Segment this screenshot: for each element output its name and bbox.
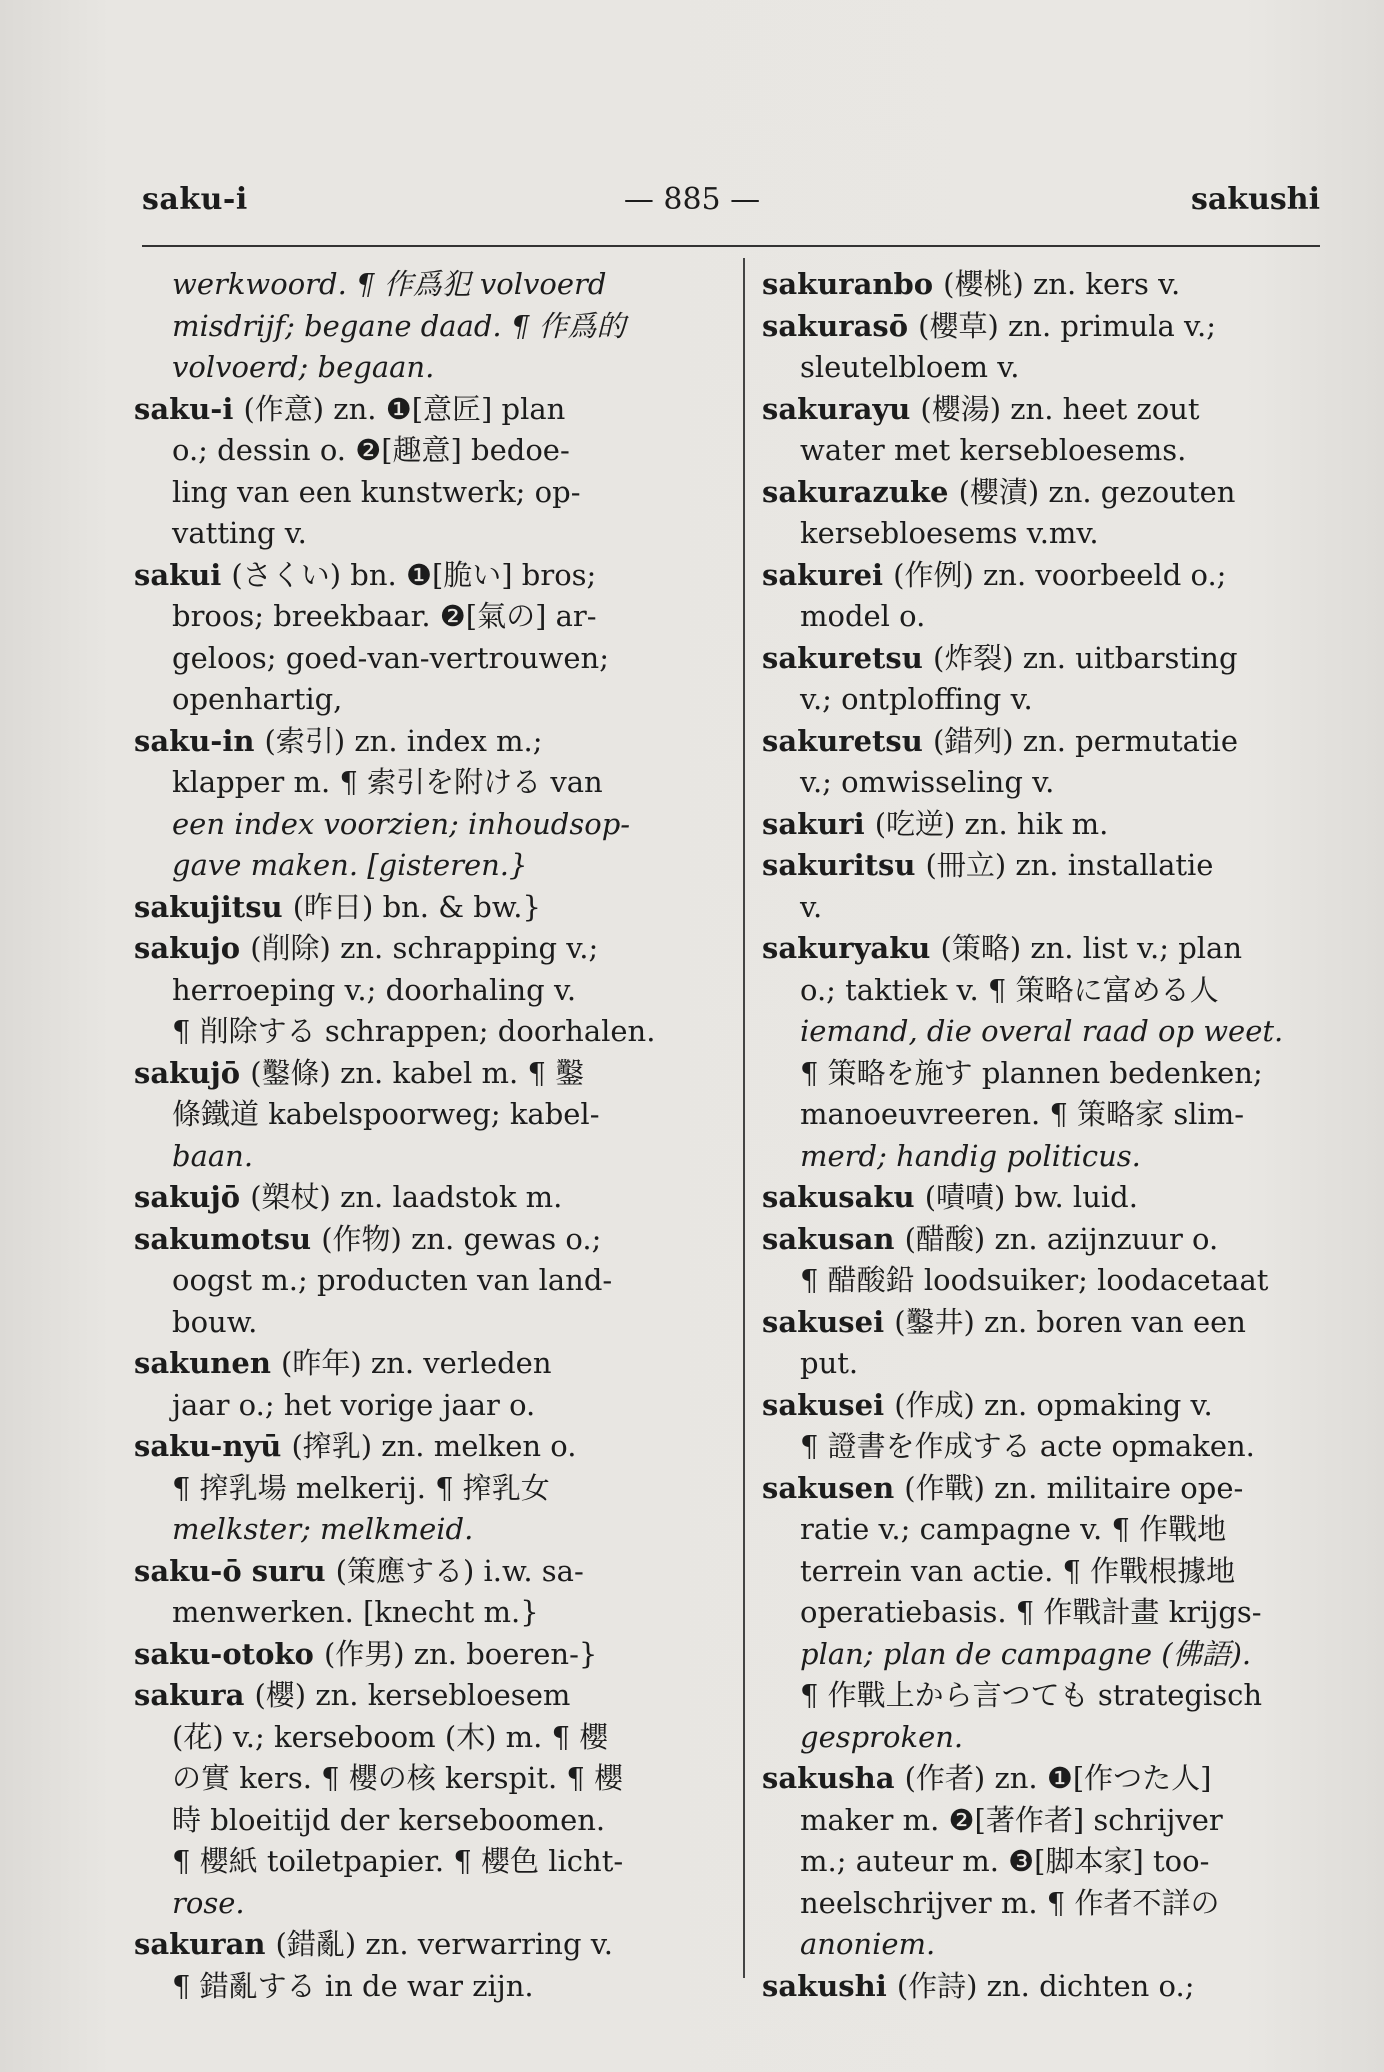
entry-line: menwerken. [knecht m.} <box>172 1595 539 1629</box>
entry-line: bouw. <box>172 1304 258 1339</box>
entry-line: plan; plan de campagne (佛語). <box>800 1636 1252 1671</box>
entry-headword-line: sakuretsu (錯列) zn. permutatie <box>762 723 1238 758</box>
entry-line: water met kersebloesems. <box>800 433 1187 467</box>
entry-line: oogst m.; producten van land- <box>172 1263 613 1297</box>
entry-line: v.; omwisseling v. <box>800 765 1055 799</box>
entry-line: neelschrijver m. ¶ 作者不詳の <box>800 1885 1220 1920</box>
entry-line: klapper m. ¶ 索引を附ける van <box>172 765 603 799</box>
entry-line: ¶ 櫻紙 toiletpapier. ¶ 櫻色 licht- <box>172 1844 624 1878</box>
entry-line: v.; ontploffing v. <box>800 682 1033 716</box>
entry-headword-line: sakusei (鑿井) zn. boren van een <box>762 1304 1246 1339</box>
entry-line: terrein van actie. ¶ 作戰根據地 <box>800 1553 1236 1588</box>
entry-headword-line: sakuryaku (策略) zn. list v.; plan <box>762 931 1242 965</box>
entry-headword-line: sakujo (削除) zn. schrapping v.; <box>134 931 599 965</box>
entry-headword-line: sakuritsu (冊立) zn. installatie <box>762 848 1214 882</box>
entry-line: openhartig, <box>172 682 343 716</box>
entry-line: model o. <box>800 599 926 633</box>
entry-line: o.; dessin o. ❷[趣意] bedoe- <box>172 433 570 467</box>
right-column <box>762 264 1334 2003</box>
entry-line: volvoerd; begaan. <box>172 350 435 384</box>
entry-line: rose. <box>172 1885 245 1920</box>
entry-headword-line: sakunen (昨年) zn. verleden <box>134 1346 552 1380</box>
entry-headword-line: saku-nyū (搾乳) zn. melken o. <box>134 1429 577 1463</box>
entry-headword-line: sakuri (吃逆) zn. hik m. <box>762 806 1109 841</box>
entry-line: ¶ 搾乳場 melkerij. ¶ 搾乳女 <box>172 1470 550 1505</box>
entry-line: 條鐵道 kabelspoorweg; kabel- <box>172 1097 600 1131</box>
entry-headword-line: sakusha (作者) zn. ❶[作つた人] <box>762 1761 1212 1795</box>
entry-line: 時 bloeitijd der kerseboomen. <box>172 1802 606 1837</box>
entry-line: herroeping v.; doorhaling v. <box>172 972 577 1007</box>
entry-line: m.; auteur m. ❸[脚本家] too- <box>800 1844 1210 1878</box>
entry-headword-line: saku-in (索引) zn. index m.; <box>134 723 543 758</box>
entry-headword-line: sakusan (醋酸) zn. azijnzuur o. <box>762 1221 1219 1256</box>
entry-line: o.; taktiek v. ¶ 策略に富める人 <box>800 972 1219 1007</box>
entry-headword-line: sakusaku (嘖嘖) bw. luid. <box>762 1180 1138 1214</box>
entry-line: ¶ 醋酸鉛 loodsuiker; loodacetaat <box>800 1263 1269 1297</box>
page-header <box>0 182 1384 232</box>
entry-line: gesproken. <box>800 1719 964 1754</box>
entry-line: iemand, die overal raad op weet. <box>800 1014 1284 1048</box>
entry-line: sleutelbloem v. <box>800 350 1020 384</box>
entry-headword-line: saku-otoko (作男) zn. boeren-} <box>134 1636 598 1671</box>
entry-headword-line: sakujō (槊杖) zn. laadstok m. <box>134 1180 563 1214</box>
entry-headword-line: sakura (櫻) zn. kersebloesem <box>134 1678 571 1712</box>
entry-line: een index voorzien; inhoudsop- <box>172 806 631 841</box>
entry-headword-line: sakui (さくい) bn. ❶[脆い] bros; <box>134 557 597 592</box>
entry-line: ling van een kunstwerk; op- <box>172 474 581 509</box>
page-number: — 885 — <box>623 182 761 217</box>
entry-line: misdrijf; begane daad. ¶ 作爲的 <box>172 308 626 343</box>
left-column <box>134 264 718 2003</box>
entry-headword-line: saku-ō suru (策應する) i.w. sa- <box>134 1553 584 1588</box>
entry-line: ratie v.; campagne v. ¶ 作戰地 <box>800 1512 1227 1546</box>
entry-headword-line: sakumotsu (作物) zn. gewas o.; <box>134 1221 602 1256</box>
entry-headword-line: sakurayu (櫻湯) zn. heet zout <box>762 391 1200 426</box>
entry-line: ¶ 策略を施す plannen bedenken; <box>800 1055 1263 1090</box>
header-rule <box>142 245 1320 247</box>
entry-line: jaar o.; het vorige jaar o. <box>172 1387 536 1422</box>
entry-line: gave maken. [gisteren.} <box>172 848 528 882</box>
entry-headword-line: sakuranbo (櫻桃) zn. kers v. <box>762 267 1181 301</box>
entry-line: broos; breekbaar. ❷[氣の] ar- <box>172 599 597 633</box>
entry-line: (花) v.; kerseboom (木) m. ¶ 櫻 <box>172 1719 609 1754</box>
entry-headword-line: sakusen (作戰) zn. militaire ope- <box>762 1470 1244 1505</box>
entry-headword-line: sakujitsu (昨日) bn. & bw.} <box>134 889 541 924</box>
last-entry-guide-word: sakushi <box>1190 182 1320 217</box>
entry-line: werkwoord. ¶ 作爲犯 volvoerd <box>172 267 607 301</box>
entry-headword-line: sakurei (作例) zn. voorbeeld o.; <box>762 557 1227 592</box>
entry-line: operatiebasis. ¶ 作戰計畫 krijgs- <box>800 1595 1262 1629</box>
entry-line: anoniem. <box>800 1927 936 1961</box>
entry-line: merd; handig politicus. <box>800 1138 1141 1173</box>
entry-line: ¶ 削除する schrappen; doorhalen. <box>172 1014 656 1048</box>
entry-line: melkster; melkmeid. <box>172 1512 474 1546</box>
entry-line: ¶ 錯亂する in de war zijn. <box>172 1968 534 2003</box>
entry-line: の實 kers. ¶ 櫻の核 kerspit. ¶ 櫻 <box>172 1761 624 1795</box>
entry-line: manoeuvreeren. ¶ 策略家 slim- <box>800 1097 1245 1131</box>
entry-headword-line: sakurazuke (櫻漬) zn. gezouten <box>762 474 1236 509</box>
entry-line: vatting v. <box>172 516 307 550</box>
entry-line: kersebloesems v.mv. <box>800 516 1099 550</box>
entry-line: ¶ 證書を作成する acte opmaken. <box>800 1429 1255 1463</box>
column-divider <box>743 258 745 1978</box>
entry-headword-line: sakurasō (櫻草) zn. primula v.; <box>762 308 1216 343</box>
first-entry-guide-word: saku-i <box>142 182 248 217</box>
entry-headword-line: sakuretsu (炸裂) zn. uitbarsting <box>762 640 1238 675</box>
entry-line: ¶ 作戰上から言つても strategisch <box>800 1678 1263 1712</box>
entry-headword-line: sakujō (鑿條) zn. kabel m. ¶ 鑿 <box>134 1055 585 1090</box>
entry-headword-line: sakuran (錯亂) zn. verwarring v. <box>134 1927 613 1961</box>
entry-line: maker m. ❷[著作者] schrijver <box>800 1802 1223 1837</box>
entry-headword-line: sakusei (作成) zn. opmaking v. <box>762 1387 1213 1422</box>
entry-headword-line: saku-i (作意) zn. ❶[意匠] plan <box>134 391 566 426</box>
entry-headword-line: sakushi (作詩) zn. dichten o.; <box>762 1968 1195 2003</box>
entry-line: v. <box>800 889 823 924</box>
entry-line: geloos; goed-van-vertrouwen; <box>172 640 609 675</box>
entry-line: baan. <box>172 1138 254 1173</box>
entry-line: put. <box>800 1346 859 1380</box>
